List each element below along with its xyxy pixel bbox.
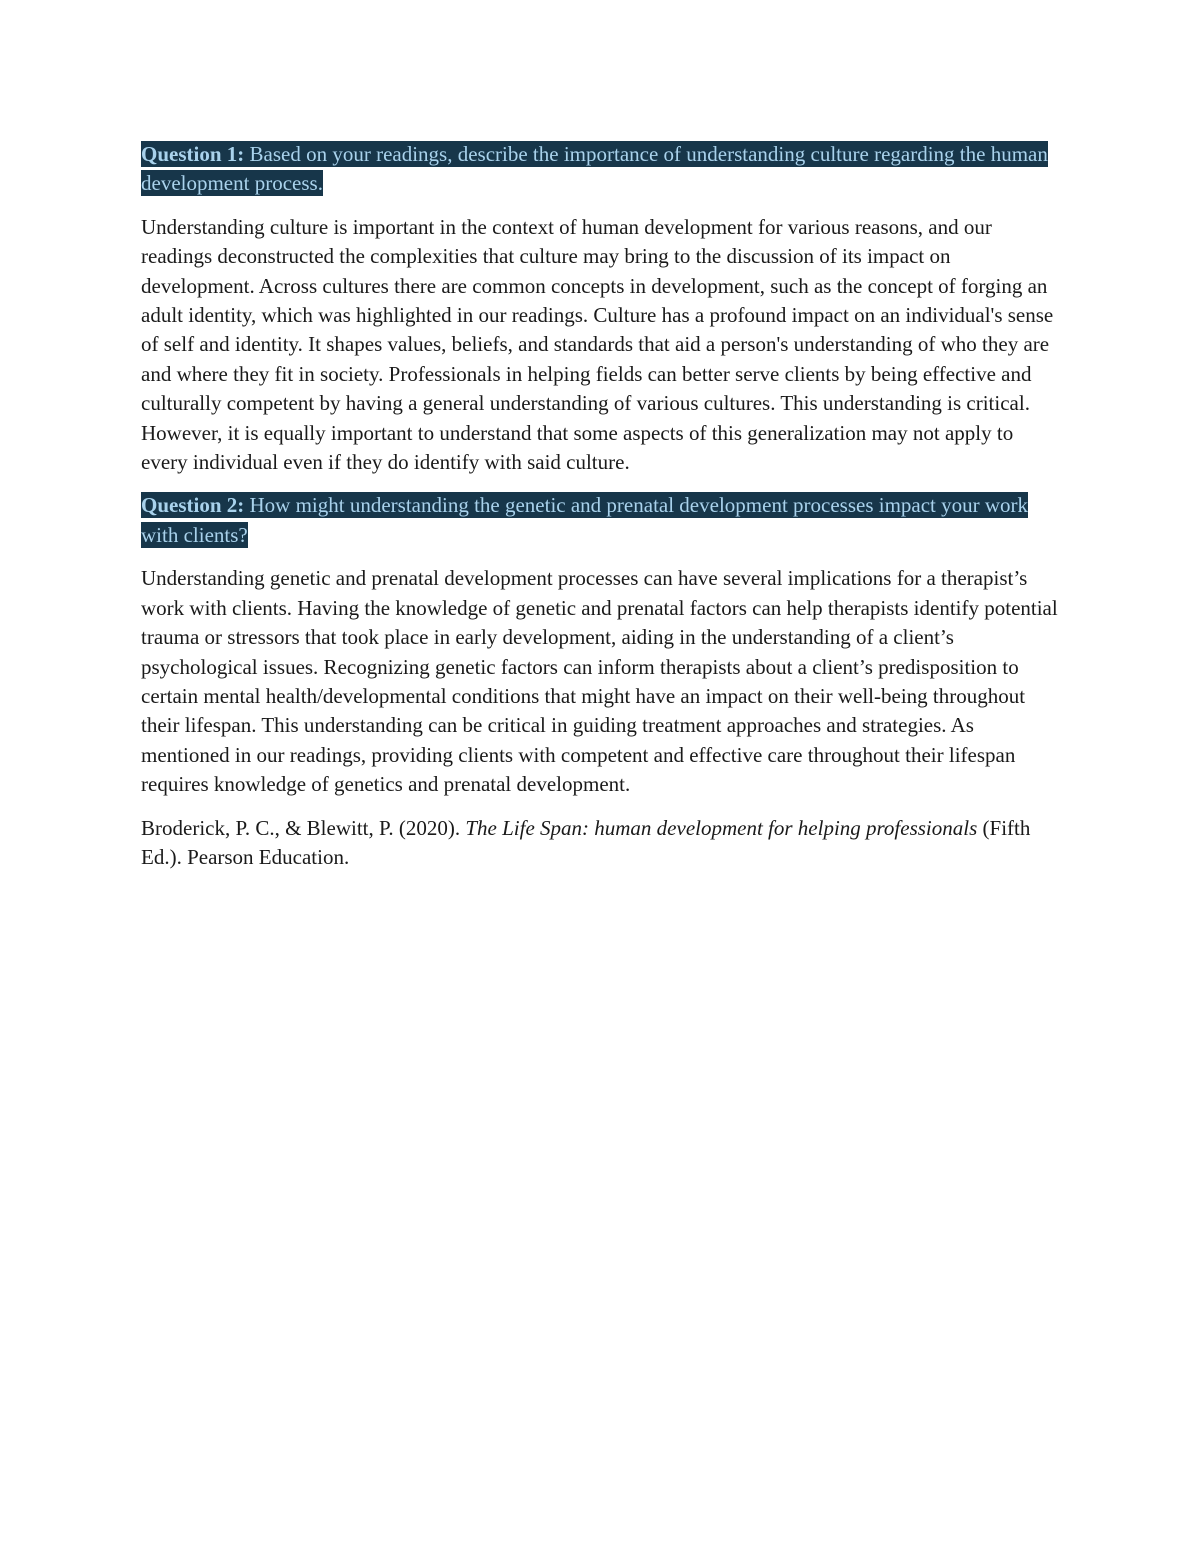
question-2-highlight [141,492,1028,547]
reference-citation [141,814,1063,873]
question-1-text: Based on your readings, describe the importance of understanding culture regarding the human development process. [141,142,1048,196]
answer-2: Understanding genetic and prenatal development processes can have several implications for a therapist’s work with clients. Having the knowledge of genetic and prenatal factors can help therapists identify potential trauma or stressors that took place in early development, aiding in the understanding of a client’s psychological issues. Recognizing genetic factors can inform therapists about a client’s predisposition to certain mental health/developmental conditions that might have an impact on their well-being throughout their lifespan. This understanding can be critical in guiding treatment approaches and strategies. As mentioned in our readings, providing clients with competent and effective care throughout their lifespan requires knowledge of genetics and prenatal development. [141,566,1058,797]
reference-edition-publisher: (Fifth Ed.). Pearson Education. [141,815,1031,869]
question-1-label: Question 1: [141,142,245,166]
question-1-highlight [141,141,1048,196]
answer-1: Understanding culture is important in the context of human development for various reasons, and our readings deconstructed the complexities that culture may bring to the discussion of its impact on development. Across cultures there are common concepts in development, such as the concept of forging an adult identity, which was highlighted in our readings. Culture has a profound impact on an individual's sense of self and identity. It shapes values, beliefs, and standards that aid a person's understanding of who they are and where they fit in society. Professionals in helping fields can better serve clients by being effective and culturally competent by having a general understanding of various cultures. This understanding is critical. However, it is equally important to understand that some aspects of this generalization may not apply to every individual even if they do identify with said culture. [141,214,1054,475]
question-2 [141,491,1055,550]
question-1 [141,140,1055,199]
question-2-text: How might understanding the genetic and prenatal development processes impact your work with clients? [141,493,1029,547]
reference-authors-year: Broderick, P. C., & Blewitt, P. (2020). [141,815,466,840]
reference-title: The Life Span: human development for helping professionals [465,815,978,840]
question-2-label: Question 2: [141,493,245,518]
document-page [141,140,1063,872]
